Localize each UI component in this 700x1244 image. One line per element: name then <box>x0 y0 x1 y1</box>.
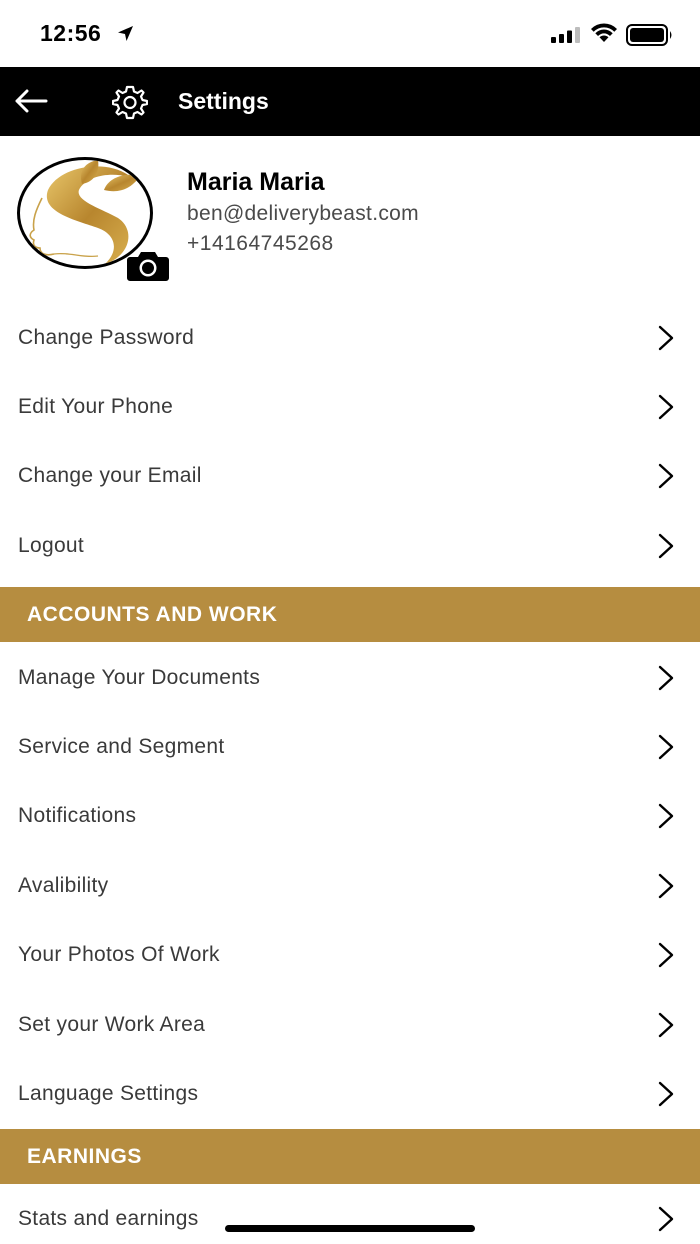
profile-card <box>0 136 700 292</box>
list-item-label: Logout <box>18 533 85 557</box>
page-title: Settings <box>178 88 269 114</box>
chevron-right-icon <box>658 325 674 351</box>
earnings-list <box>0 1184 700 1244</box>
change-photo-button[interactable] <box>126 250 170 282</box>
status-time: 12:56 <box>40 20 102 46</box>
chevron-right-icon <box>658 873 674 899</box>
list-item-label: Edit Your Phone <box>18 395 174 419</box>
location-arrow-icon <box>117 25 134 42</box>
logout-item[interactable] <box>0 511 700 580</box>
section-header-earnings <box>0 1129 700 1184</box>
chevron-right-icon <box>658 665 674 691</box>
list-item-label: Change Password <box>18 325 195 349</box>
work-area-item[interactable] <box>0 990 700 1059</box>
profile-email: ben@deliverybeast.com <box>187 202 419 225</box>
section-header-accounts-and-work <box>0 587 700 642</box>
wifi-icon <box>589 22 619 44</box>
back-arrow-icon <box>14 89 48 113</box>
list-item-label: Change your Email <box>18 464 202 488</box>
back-button[interactable] <box>12 84 50 118</box>
chevron-right-icon <box>658 463 674 489</box>
chevron-right-icon <box>658 803 674 829</box>
status-bar <box>0 0 700 67</box>
section-title: ACCOUNTS AND WORK <box>27 602 278 626</box>
list-item-label: Language Settings <box>18 1082 199 1106</box>
profile-phone: +14164745268 <box>187 232 334 255</box>
availability-item[interactable] <box>0 851 700 920</box>
profile-name: Maria Maria <box>187 168 325 196</box>
list-item-label: Stats and earnings <box>18 1206 199 1230</box>
battery-icon <box>626 24 674 46</box>
gear-icon <box>112 84 148 120</box>
chevron-right-icon <box>658 942 674 968</box>
list-item-label: Manage Your Documents <box>18 665 261 689</box>
photos-of-work-item[interactable] <box>0 921 700 990</box>
service-and-segment-item[interactable] <box>0 712 700 781</box>
section-title: EARNINGS <box>27 1144 142 1168</box>
change-email-item[interactable] <box>0 442 700 511</box>
stats-and-earnings-item[interactable] <box>0 1184 700 1244</box>
chevron-right-icon <box>658 533 674 559</box>
account-settings-list <box>0 303 700 581</box>
accounts-and-work-list <box>0 643 700 1129</box>
language-settings-item[interactable] <box>0 1059 700 1128</box>
cellular-signal-icon <box>551 27 583 43</box>
app-header <box>0 67 700 136</box>
list-item-label: Service and Segment <box>18 735 225 759</box>
manage-documents-item[interactable] <box>0 643 700 712</box>
camera-icon <box>126 250 170 282</box>
list-item-label: Your Photos Of Work <box>18 943 220 967</box>
chevron-right-icon <box>658 394 674 420</box>
chevron-right-icon <box>658 1081 674 1107</box>
chevron-right-icon <box>658 1206 674 1232</box>
list-item-label: Avalibility <box>18 873 109 897</box>
edit-phone-item[interactable] <box>0 372 700 441</box>
home-indicator[interactable] <box>225 1225 475 1232</box>
chevron-right-icon <box>658 734 674 760</box>
list-item-label: Notifications <box>18 804 137 828</box>
chevron-right-icon <box>658 1012 674 1038</box>
list-item-label: Set your Work Area <box>18 1012 206 1036</box>
notifications-item[interactable] <box>0 782 700 851</box>
change-password-item[interactable] <box>0 303 700 372</box>
